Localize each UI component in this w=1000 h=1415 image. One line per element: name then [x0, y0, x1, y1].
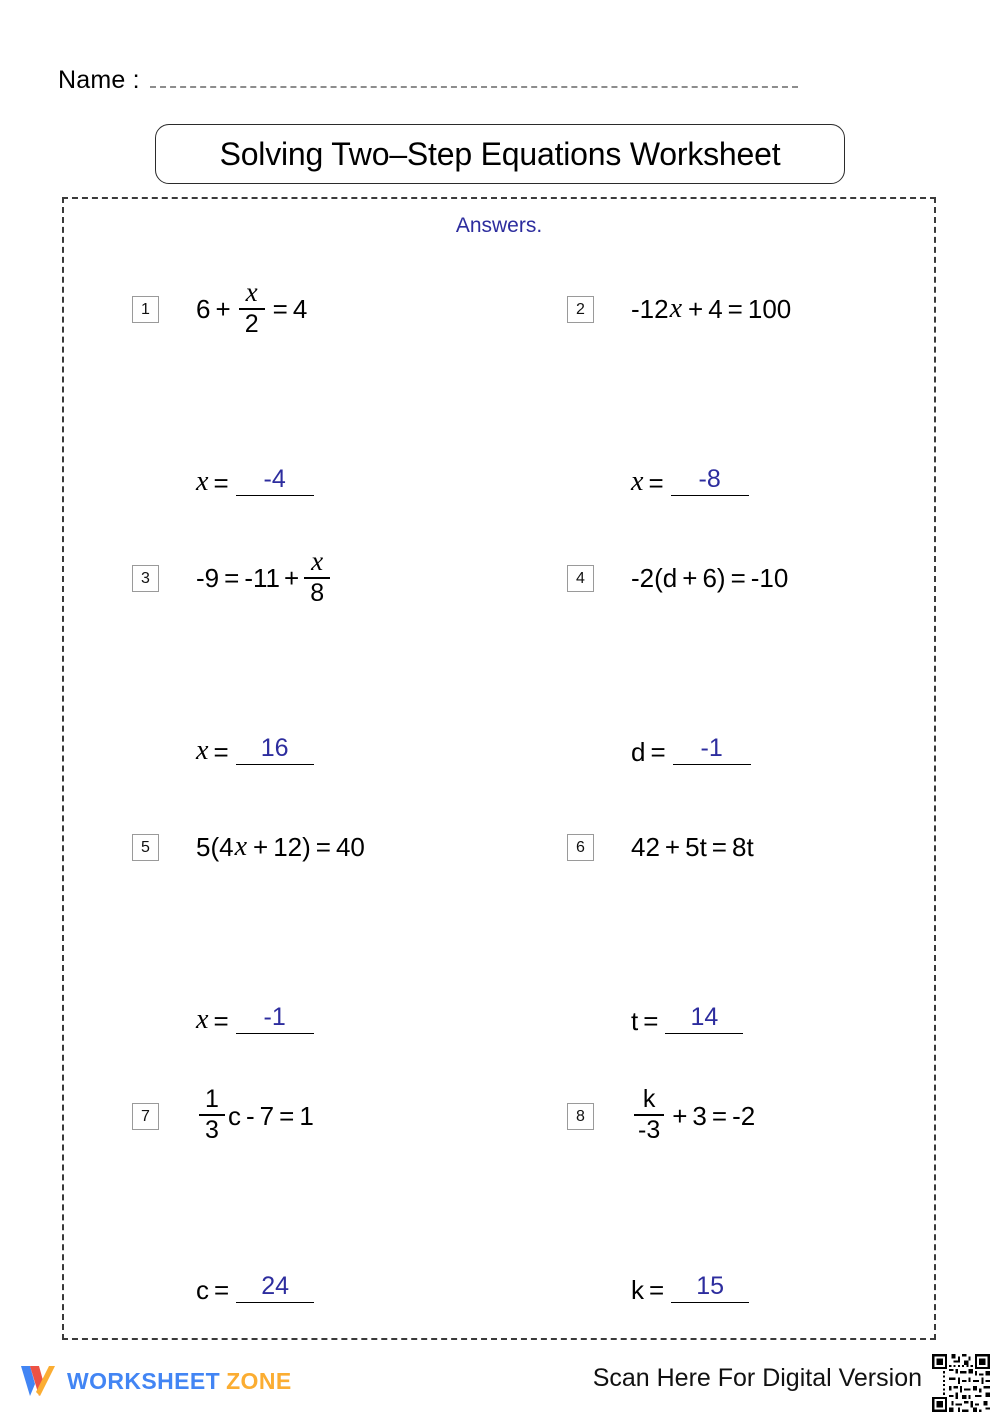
logo-word-zone: ZONE	[226, 1367, 292, 1394]
answer-equals-sign: =	[648, 468, 664, 498]
answer-row	[196, 1005, 314, 1034]
answer-row	[631, 1274, 749, 1303]
eq-term: 6	[196, 294, 211, 324]
eq-rhs: -2	[732, 1101, 756, 1131]
answer-blank[interactable]: -1	[673, 736, 751, 765]
name-input-line[interactable]	[150, 64, 798, 88]
answer-variable-label: t	[631, 1006, 639, 1036]
eq-variable: x	[234, 831, 248, 862]
problem-number-badge: 7	[132, 1103, 159, 1130]
qr-code-icon[interactable]	[930, 1352, 992, 1414]
fraction-numerator: 1	[205, 1085, 219, 1114]
name-label: Name :	[58, 66, 140, 94]
equation	[196, 821, 365, 873]
eq-equals: =	[272, 294, 288, 324]
problem-number-badge: 8	[567, 1103, 594, 1130]
answer-equals-sign: =	[649, 1275, 665, 1305]
problem-6	[499, 807, 934, 1076]
eq-operator: +	[664, 832, 681, 862]
eq-operand: 3	[692, 1101, 707, 1131]
eq-equals: =	[730, 563, 746, 593]
answer-equals-sign: =	[214, 1275, 230, 1305]
equation	[631, 1085, 756, 1144]
problem-7	[64, 1076, 499, 1345]
answer-variable-label: x	[196, 466, 209, 497]
eq-rhs: -10	[750, 563, 789, 593]
answer-blank[interactable]: 24	[236, 1274, 314, 1303]
logo-w-icon	[18, 1362, 58, 1400]
answer-equals-sign: =	[213, 1006, 229, 1036]
fraction	[304, 547, 330, 607]
eq-operand: 4	[708, 294, 723, 324]
scan-instruction-text: Scan Here For Digital Version	[592, 1364, 922, 1392]
problem-number-badge: 1	[132, 296, 159, 323]
name-row	[58, 64, 798, 104]
eq-mid: -11	[244, 563, 280, 593]
eq-equals: =	[279, 1101, 295, 1131]
equation	[196, 277, 308, 338]
page-footer	[0, 1352, 1000, 1415]
answers-heading: Answers.	[455, 214, 543, 237]
eq-rhs: 40	[335, 832, 365, 862]
eq-operand: 5t	[685, 832, 707, 862]
problem-8	[499, 1076, 934, 1345]
eq-operator: +	[672, 1101, 688, 1131]
eq-operand: 7	[259, 1101, 275, 1131]
answer-equals-sign: =	[650, 737, 666, 767]
answer-blank[interactable]: -8	[671, 467, 749, 496]
logo-text	[67, 1368, 292, 1395]
problem-4	[499, 538, 934, 807]
eq-rhs: 1	[299, 1101, 314, 1131]
eq-operator: +	[682, 563, 698, 593]
answer-row	[631, 736, 751, 765]
worksheet-title-box	[155, 124, 845, 184]
equation	[196, 546, 333, 607]
page-title: Solving Two–Step Equations Worksheet	[219, 135, 781, 172]
eq-equals: =	[711, 1101, 728, 1131]
eq-term: -2(d	[631, 563, 678, 593]
fraction-denominator: 3	[205, 1115, 219, 1144]
eq-operator: +	[215, 294, 231, 324]
fraction-numerator: k	[642, 1085, 656, 1114]
fraction-denominator: 2	[244, 309, 259, 338]
problem-5	[64, 807, 499, 1076]
eq-operand: 6)	[702, 563, 726, 593]
eq-operand: 12)	[273, 832, 311, 862]
eq-operator: -	[246, 1101, 255, 1131]
answer-blank[interactable]: -1	[236, 1005, 314, 1034]
problem-2	[499, 269, 934, 538]
answer-variable-label: c	[196, 1275, 209, 1305]
equation	[631, 283, 791, 335]
eq-operator: +	[688, 294, 704, 324]
fraction	[634, 1086, 664, 1144]
problem-number-badge: 6	[567, 834, 594, 861]
answer-blank[interactable]: -4	[236, 467, 314, 496]
answer-equals-sign: =	[213, 468, 229, 498]
eq-operator: +	[253, 832, 269, 862]
answer-variable-label: x	[196, 1004, 209, 1035]
eq-variable: c	[228, 1101, 241, 1131]
worksheet-panel	[62, 197, 936, 1340]
answer-row	[196, 1274, 314, 1303]
fraction-numerator: x	[311, 546, 324, 577]
answer-variable-label: x	[196, 735, 209, 766]
eq-equals: =	[711, 832, 727, 862]
eq-operator: +	[283, 563, 300, 593]
eq-rhs: 8t	[731, 832, 754, 862]
eq-term: -12	[631, 294, 669, 324]
fraction	[199, 1086, 225, 1144]
problem-number-badge: 2	[567, 296, 594, 323]
eq-variable: x	[669, 293, 683, 324]
eq-rhs: 100	[747, 294, 792, 324]
answer-variable-label: x	[631, 466, 644, 497]
fraction-numerator: x	[245, 277, 258, 308]
problem-number-badge: 5	[132, 834, 159, 861]
eq-equals: =	[224, 563, 240, 593]
fraction	[239, 278, 265, 338]
eq-term: 5(4	[196, 832, 234, 862]
answer-blank[interactable]: 14	[665, 1005, 743, 1034]
problem-number-badge: 3	[132, 565, 159, 592]
answer-variable-label: k	[631, 1275, 644, 1305]
problem-1	[64, 269, 499, 538]
answer-blank[interactable]: 15	[671, 1274, 749, 1303]
equation	[196, 1085, 314, 1144]
answer-equals-sign: =	[643, 1006, 659, 1036]
eq-rhs: 4	[292, 294, 308, 324]
answer-blank[interactable]: 16	[236, 736, 314, 765]
logo-word-worksheet: WORKSHEET	[67, 1367, 221, 1394]
problem-number-badge: 4	[567, 565, 594, 592]
equation	[631, 821, 754, 873]
answer-row	[631, 1005, 743, 1034]
answer-row	[196, 736, 314, 765]
problem-grid	[64, 269, 934, 1345]
answer-variable-label: d	[631, 737, 646, 767]
fraction-denominator: -3	[638, 1115, 661, 1144]
worksheet-zone-logo[interactable]	[18, 1360, 292, 1402]
eq-term: -9	[196, 563, 220, 593]
problem-3	[64, 538, 499, 807]
answer-row	[196, 467, 314, 496]
fraction-denominator: 8	[310, 578, 325, 607]
eq-equals: =	[315, 832, 331, 862]
answer-row	[631, 467, 749, 496]
eq-term: 42	[631, 832, 660, 862]
answer-equals-sign: =	[213, 737, 229, 767]
eq-equals: =	[727, 294, 743, 324]
equation	[631, 552, 788, 604]
